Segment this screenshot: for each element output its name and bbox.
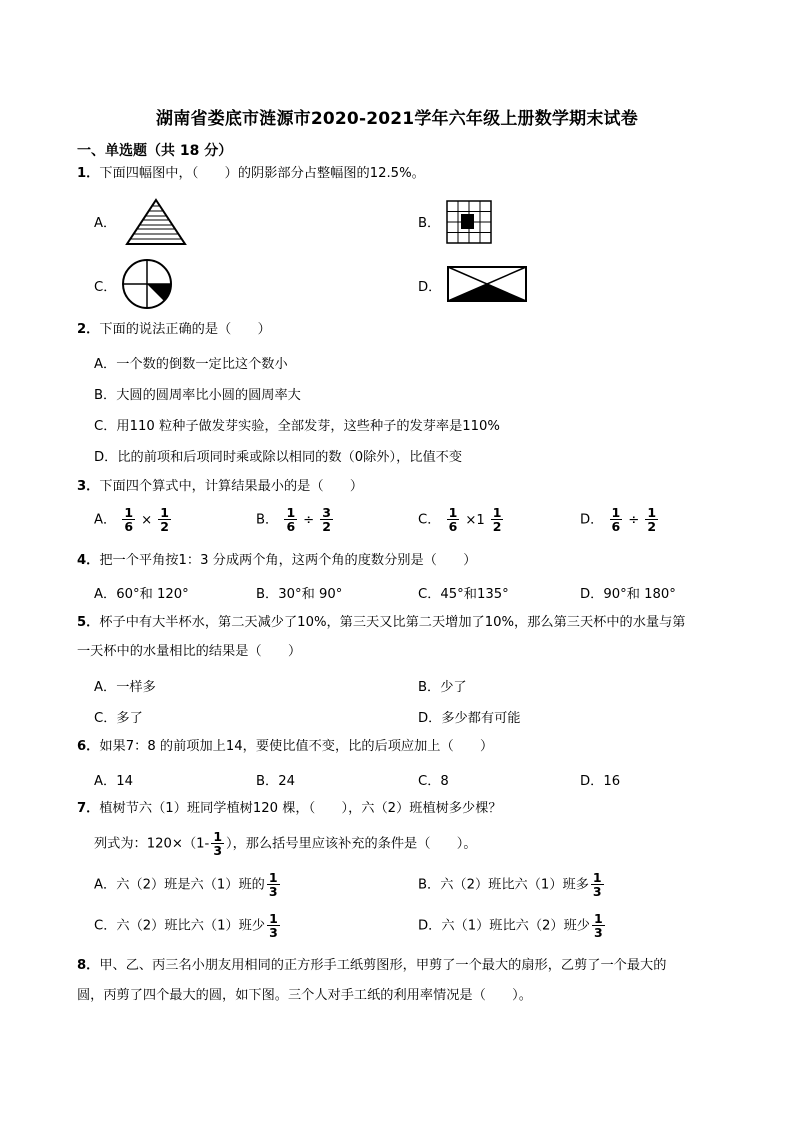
question-6 (77, 736, 493, 758)
option-b (256, 506, 335, 533)
page-title: 湖南省娄底市涟源市2020-2021学年六年级上册数学期末试卷 (156, 109, 638, 129)
option-text: C．六（2）班比六（1）班少 (94, 918, 266, 934)
fraction: $\frac{1}{2}$ (492, 505, 502, 534)
option-c: C．用110 粒种子做发芽实验，全部发芽，这些种子的发芽率是110% (94, 419, 500, 434)
circle-sector-figure (120, 258, 174, 310)
question-number: 3． (77, 479, 100, 494)
question-number: 8． (77, 958, 100, 973)
option-d: D．90°和 180° (580, 587, 676, 602)
option-label: C． (418, 512, 441, 528)
option-c (418, 506, 505, 533)
fraction: $\frac{1}{6}$ (286, 505, 296, 534)
option-text: B．六（2）班比六（1）班多 (418, 877, 589, 893)
fraction: $\frac{1}{6}$ (611, 505, 621, 534)
option-d (418, 912, 607, 939)
question-7-formula (94, 830, 477, 857)
striped-triangle-figure (125, 198, 187, 246)
option-b: B．大圆的圆周率比小圆的圆周率大 (94, 388, 301, 403)
question-number: 4． (77, 553, 100, 568)
question-5-continued: 一天杯中的水量相比的结果是（ ） (77, 644, 302, 659)
option-a (94, 506, 173, 533)
fraction: $\frac{1}{2}$ (160, 505, 169, 534)
question-text: 把一个平角按1：3 分成两个角，这两个角的度数分别是（ ） (99, 553, 477, 568)
option-c-label: C． (94, 280, 117, 295)
rectangle-diagonals-figure (447, 266, 527, 302)
option-text: D．六（1）班比六（2）班少 (418, 918, 590, 934)
fraction: $\frac{1}{3}$ (213, 829, 223, 858)
option-a: A．一个数的倒数一定比这个数小 (94, 357, 288, 372)
question-8-continued: 圆，丙剪了四个最大的圆，如下图。三个人对手工纸的利用率情况是（ ）。 (77, 988, 532, 1003)
fraction: $\frac{1}{6}$ (448, 505, 458, 534)
formula-prefix: 列式为：120×（1- (94, 836, 210, 852)
question-text: 下面四个算式中，计算结果最小的是（ ） (99, 479, 364, 494)
option-d: D．16 (580, 774, 621, 789)
question-5 (77, 612, 686, 634)
question-number: 1． (77, 166, 100, 181)
option-b: B．30°和 90° (256, 587, 343, 602)
fraction: $\frac{1}{3}$ (592, 870, 602, 899)
operator: ÷ (628, 512, 640, 528)
option-d-label: D． (418, 280, 442, 295)
question-text: 下面四幅图中，（ ）的阴影部分占整幅图的12.5%。 (99, 166, 425, 181)
option-c: C．多了 (94, 711, 143, 726)
option-c: C．8 (418, 774, 449, 789)
fraction: $\frac{1}{6}$ (124, 505, 134, 534)
question-8 (77, 955, 666, 977)
fraction: $\frac{1}{3}$ (269, 911, 278, 940)
question-text: 如果7：8 的前项加上14，要使比值不变，比的后项应加上（ ） (99, 739, 494, 754)
fraction: $\frac{3}{2}$ (322, 505, 331, 534)
question-number: 7． (77, 801, 100, 816)
operator: ÷ (303, 512, 315, 528)
option-b: B．24 (256, 774, 296, 789)
option-label: A． (94, 512, 117, 528)
question-number: 5． (77, 615, 100, 630)
option-label: B． (256, 512, 279, 528)
question-3 (77, 476, 363, 498)
fraction: $\frac{1}{3}$ (594, 911, 603, 940)
question-text: 杯子中有大半杯水，第二天减少了10%，第三天又比第二天增加了10%，那么第三天杯中的水量与第 (99, 615, 686, 630)
option-c (94, 912, 282, 939)
question-text: 植树节六（1）班同学植树120 棵，（ ），六（2）班植树多少棵？ (99, 801, 502, 816)
fraction: $\frac{1}{2}$ (647, 505, 657, 534)
operator: ×1 (465, 512, 485, 528)
option-a: A．60°和 120° (94, 587, 189, 602)
option-a: A．一样多 (94, 680, 156, 695)
operator: × (141, 512, 153, 528)
option-a: A．14 (94, 774, 133, 789)
option-d (580, 506, 660, 533)
option-b: B．少了 (418, 680, 467, 695)
option-a (94, 871, 282, 898)
option-a-label: A． (94, 216, 117, 231)
option-label: D． (580, 512, 604, 528)
option-d: D．比的前项和后项同时乘或除以相同的数（0除外），比值不变 (94, 450, 463, 465)
question-text: 甲、乙、丙三名小朋友用相同的正方形手工纸剪图形，甲剪了一个最大的扇形，乙剪了一个最大的 (99, 958, 667, 973)
question-text: 下面的说法正确的是（ ） (99, 322, 271, 337)
question-7 (77, 798, 502, 820)
formula-suffix: ），那么括号里应该补充的条件是（ ）。 (226, 836, 477, 852)
question-number: 6． (77, 739, 100, 754)
option-d: D．多少都有可能 (418, 711, 521, 726)
option-c: C．45°和135° (418, 587, 509, 602)
option-b (418, 871, 606, 898)
question-number: 2． (77, 322, 100, 337)
grid-square-figure (446, 200, 492, 244)
option-text: A．六（2）班是六（1）班的 (94, 877, 265, 893)
question-4 (77, 550, 476, 572)
question-1 (77, 163, 425, 185)
question-2 (77, 319, 271, 341)
fraction: $\frac{1}{3}$ (268, 870, 278, 899)
section-heading: 一、单选题（共 18 分） (77, 143, 233, 159)
option-b-label: B． (418, 216, 441, 231)
